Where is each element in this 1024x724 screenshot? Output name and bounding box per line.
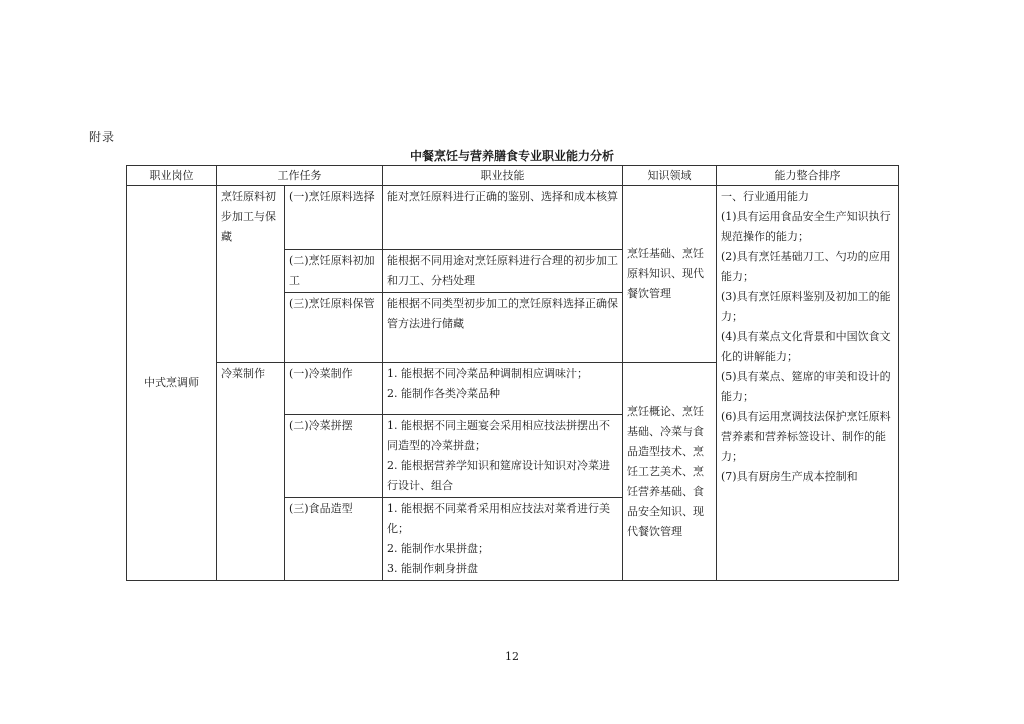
skill-cell: [383, 498, 623, 581]
skill-cell: [383, 250, 623, 293]
skill-cell: [383, 363, 623, 415]
skill-line: 能对烹饪原料进行正确的鉴别、选择和成本核算: [387, 190, 618, 203]
knowledge-cell: 烹饪概论、烹饪基础、冷菜与食品造型技术、烹饪工艺美术、烹饪营养基础、食品安全知识、现代餐饮管理: [623, 363, 717, 581]
header-position: 职业岗位: [127, 166, 217, 186]
appendix-label: 附录: [89, 130, 116, 144]
ability-cell: [717, 186, 899, 581]
header-row: [127, 166, 899, 186]
task-cell: 烹饪原料初步加工与保藏: [217, 186, 285, 363]
ability-line: (6)具有运用烹调技法保护烹饪原料营养素和营养标签设计、制作的能力；: [721, 410, 891, 463]
skill-line: 2. 能制作各类冷菜品种: [387, 387, 500, 400]
ability-line: (1)具有运用食品安全生产知识执行规范操作的能力；: [721, 210, 891, 243]
skill-line: 能根据不同用途对烹饪原料进行合理的初步加工和刀工、分档处理: [387, 254, 618, 287]
skill-cell: [383, 186, 623, 250]
ability-line: (4)具有菜点文化背景和中国饮食文化的讲解能力；: [721, 330, 891, 363]
skill-line: 1. 能根据不同冷菜品种调制相应调味汁；: [387, 367, 588, 380]
skill-line: 1. 能根据不同菜肴采用相应技法对菜肴进行美化；: [387, 502, 610, 535]
ability-line: (2)具有烹饪基础刀工、勺功的应用能力；: [721, 250, 891, 283]
ability-analysis-table: [126, 165, 899, 581]
skill-cell: [383, 293, 623, 363]
page-number: 12: [505, 650, 519, 663]
ability-line: (7)具有厨房生产成本控制和: [721, 470, 858, 483]
skill-cell: [383, 415, 623, 498]
header-skill: 职业技能: [383, 166, 623, 186]
table-title: 中餐烹饪与营养膳食专业职业能力分析: [409, 149, 614, 163]
skill-line: 能根据不同类型初步加工的烹饪原料选择正确保管方法进行储藏: [387, 297, 618, 330]
subtask-cell: (一)烹饪原料选择: [285, 186, 383, 250]
table-row: [127, 186, 899, 250]
skill-line: 2. 能根据营养学知识和筵席设计知识对冷菜进行设计、组合: [387, 459, 610, 492]
ability-line: (5)具有菜点、筵席的审美和设计的能力；: [721, 370, 891, 403]
position-cell: 中式烹调师: [127, 186, 217, 581]
subtask-cell: (三)食品造型: [285, 498, 383, 581]
subtask-cell: (三)烹饪原料保管: [285, 293, 383, 363]
ability-line: 一、行业通用能力: [721, 190, 809, 203]
ability-line: (3)具有烹饪原料鉴别及初加工的能力；: [721, 290, 891, 323]
subtask-cell: (二)冷菜拼摆: [285, 415, 383, 498]
header-ability: 能力整合排序: [717, 166, 899, 186]
task-cell: 冷菜制作: [217, 363, 285, 581]
subtask-cell: (一)冷菜制作: [285, 363, 383, 415]
skill-line: 3. 能制作刺身拼盘: [387, 562, 478, 575]
skill-line: 1. 能根据不同主题宴会采用相应技法拼摆出不同造型的冷菜拼盘；: [387, 419, 610, 452]
header-knowledge: 知识领域: [623, 166, 717, 186]
skill-line: 2. 能制作水果拼盘；: [387, 542, 489, 555]
header-task: 工作任务: [217, 166, 383, 186]
knowledge-cell: 烹饪基础、烹饪原料知识、现代餐饮管理: [623, 186, 717, 363]
subtask-cell: (二)烹饪原料初加工: [285, 250, 383, 293]
